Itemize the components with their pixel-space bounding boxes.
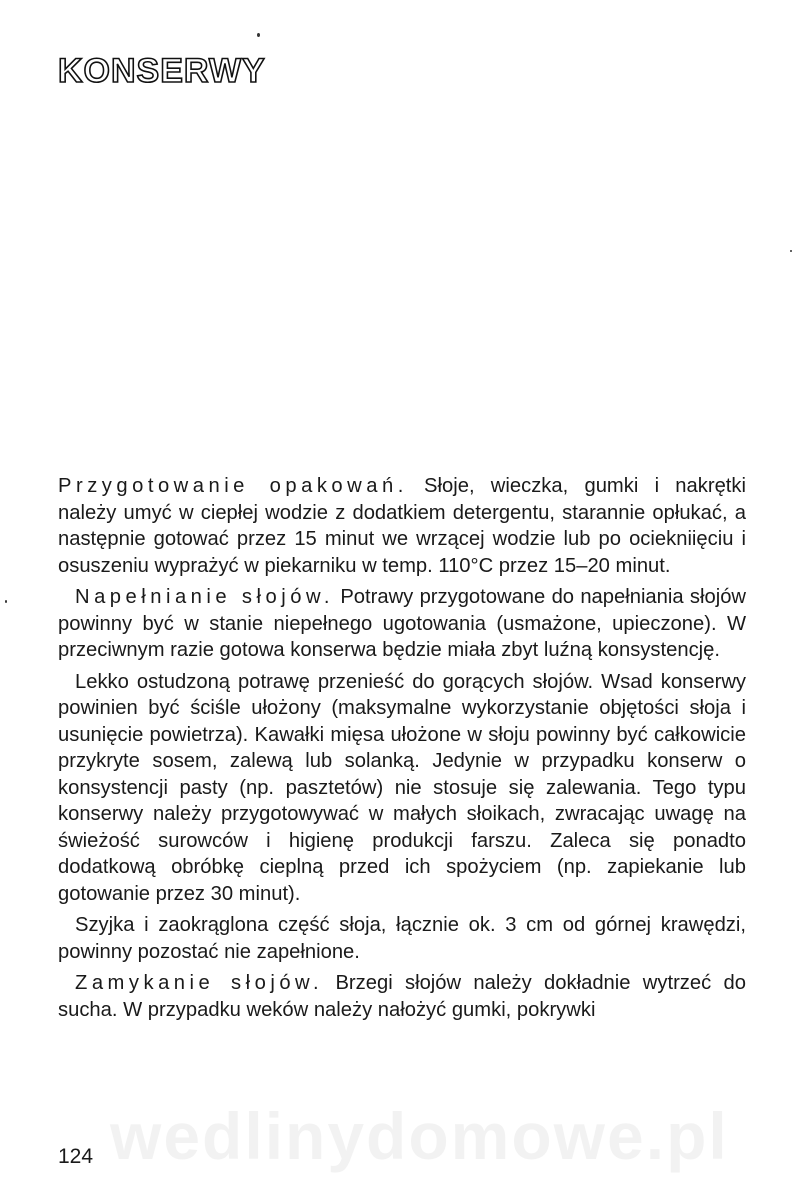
paragraph-filling-jars: [58, 584, 746, 664]
scan-speck: [790, 250, 792, 252]
paragraph-jar-neck: [58, 912, 746, 965]
section-lead-filling: Napełnianie słojów.: [75, 586, 335, 608]
paragraph-text: Słoje, wieczka, gumki i nakrętki należy umyć w ciepłej wodzie z dodatkiem detergentu, starannie opłukać, a następnie gotować przez 15 minut we wrzącej wodzie lub po ociekniięciu i osuszeniu wyprażyć w piekarniku w temp. 110°C przez 15–20 minut.: [58, 475, 746, 577]
paragraph-text: Szyjka i zaokrąglona część słoja, łącznie ok. 3 cm od górnej krawędzi, powinny pozostać nie zapełnione.: [58, 914, 746, 963]
paragraph-closing-jars: [58, 970, 746, 1023]
paragraph-text: Potrawy przygotowane do napełniania słojów powinny być w stanie niepełnego ugotowania (usmażone, upieczone). W przeciwnym razie gotowa konserwa będzie miała zbyt luźną konsystencję.: [58, 586, 747, 661]
page-number: 124: [58, 1145, 94, 1168]
paragraph-packaging-prep: [58, 473, 746, 579]
scan-speck: [5, 600, 7, 603]
body-text: [58, 473, 746, 1028]
paragraph-text: Brzegi słojów należy dokładnie wytrzeć do sucha. W przypadku weków należy nałożyć gumki, pokrywki: [58, 972, 746, 1021]
paragraph-text: Lekko ostudzoną potrawę przenieść do gorących słojów. Wsad konserwy powinien być ściśle ułożony (maksymalne wykorzystanie objętości słoja i usunięcie powietrza). Kawałki mięsa ułożone w słoju powinny być całkowicie przykryte sosem, zalewą lub solanką. Jedynie w przypadku konserw o konsystencji pasty (np. pasztetów) nie stosuje się zalewania. Tego typu konserwy należy przygotowywać w małych słoikach, zwracając uwagę na świeżość surowców i higienę produkcji farszu. Zaleca się ponadto dodatkową obróbkę cieplną przed ich spożyciem (np. zapiekanie lub gotowanie przez 30 minut).: [58, 670, 746, 905]
page-title: KONSERWY: [58, 52, 266, 90]
scan-speck: [257, 33, 260, 37]
section-lead-closing: Zamykanie słojów.: [75, 972, 324, 994]
watermark: wedlinydomowe.pl: [110, 1099, 729, 1173]
section-lead-packaging: Przygotowanie opakowań.: [58, 475, 408, 497]
paragraph-jar-contents: [58, 669, 746, 908]
